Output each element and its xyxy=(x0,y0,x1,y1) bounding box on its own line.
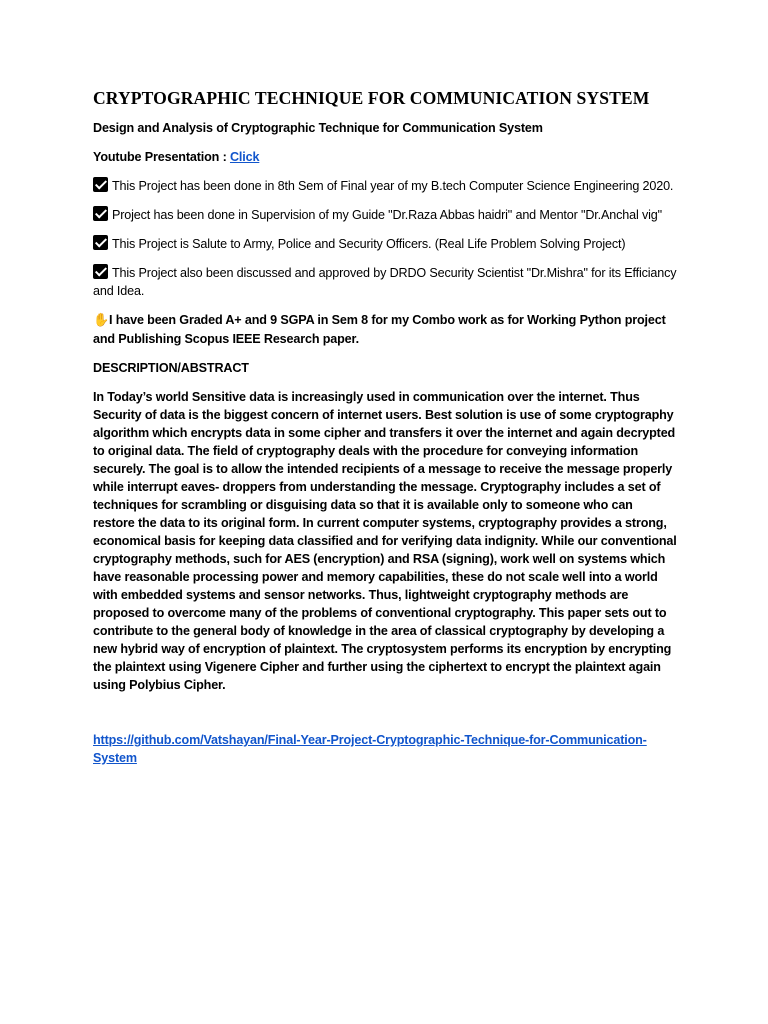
github-link[interactable]: https://github.com/Vatshayan/Final-Year-Project-Cryptographic-Technique-for-Communication-System xyxy=(93,733,647,765)
bullet-text: This Project is Salute to Army, Police and Security Officers. (Real Life Problem Solving Project) xyxy=(112,237,626,251)
document-content xyxy=(93,86,677,778)
bullet-item xyxy=(93,264,677,300)
grade-text: I have been Graded A+ and 9 SGPA in Sem 8 for my Combo work as for Working Python project and Publishing Scopus IEEE Research paper. xyxy=(93,313,666,346)
check-box-icon xyxy=(93,235,108,250)
page-title: CRYPTOGRAPHIC TECHNIQUE FOR COMMUNICATION SYSTEM xyxy=(93,88,650,108)
check-box-icon xyxy=(93,206,108,221)
abstract-text: In Today’s world Sensitive data is increasingly used in communication over the internet. Thus Security of data is the biggest concern of internet users. Best solution is use of some cryptography algorithm which encrypts data in some cipher and transfers it over the internet and again decrypted to original data. The field of cryptography deals with the procedure for conveying information securely. The goal is to allow the intended recipients of a message to receive the message properly while interrupt eaves- droppers from understanding the message. Cryptography includes a set of techniques for scrambling or disguising data so that it is available only to someone who can restore the data to its original form. In current computer systems, cryptography provides a strong, economical basis for keeping data classified and for verifying data indignity. While our conventional cryptography methods, such for AES (encryption) and RSA (signing), work well on systems which have reasonable processing power and memory capabilities, these do not scale well into a world with embedded systems and sensor networks. Thus, lightweight cryptography methods are proposed to overcome many of the problems of conventional cryptography. This paper sets out to contribute to the general body of knowledge in the area of classical cryptography by developing a new hybrid way of encryption of plaintext. The cryptosystem performs its encryption by encrypting the plaintext using Vigenere Cipher and further using the ciphertext to encrypt the plaintext again using Polybius Cipher. xyxy=(93,390,677,692)
youtube-line xyxy=(93,148,677,166)
youtube-label: Youtube Presentation : xyxy=(93,150,227,164)
bullet-text: Project has been done in Supervision of my Guide "Dr.Raza Abbas haidri" and Mentor "Dr.Anchal vig" xyxy=(112,208,662,222)
bullet-item xyxy=(93,235,677,253)
raised-hand-icon: ✋ xyxy=(93,313,110,328)
github-line xyxy=(93,731,677,767)
youtube-link[interactable]: Click xyxy=(229,150,260,164)
abstract-heading: DESCRIPTION/ABSTRACT xyxy=(93,361,249,375)
bullet-item xyxy=(93,177,677,195)
bullet-text: This Project also been discussed and approved by DRDO Security Scientist "Dr.Mishra" for its Efficiancy and Idea. xyxy=(93,266,677,298)
subtitle: Design and Analysis of Cryptographic Technique for Communication System xyxy=(93,121,543,135)
grade-line xyxy=(93,311,677,348)
bullet-item xyxy=(93,206,677,224)
check-box-icon xyxy=(93,264,108,279)
bullet-text: This Project has been done in 8th Sem of Final year of my B.tech Computer Science Engineering 2020. xyxy=(112,179,674,193)
check-box-icon xyxy=(93,177,108,192)
